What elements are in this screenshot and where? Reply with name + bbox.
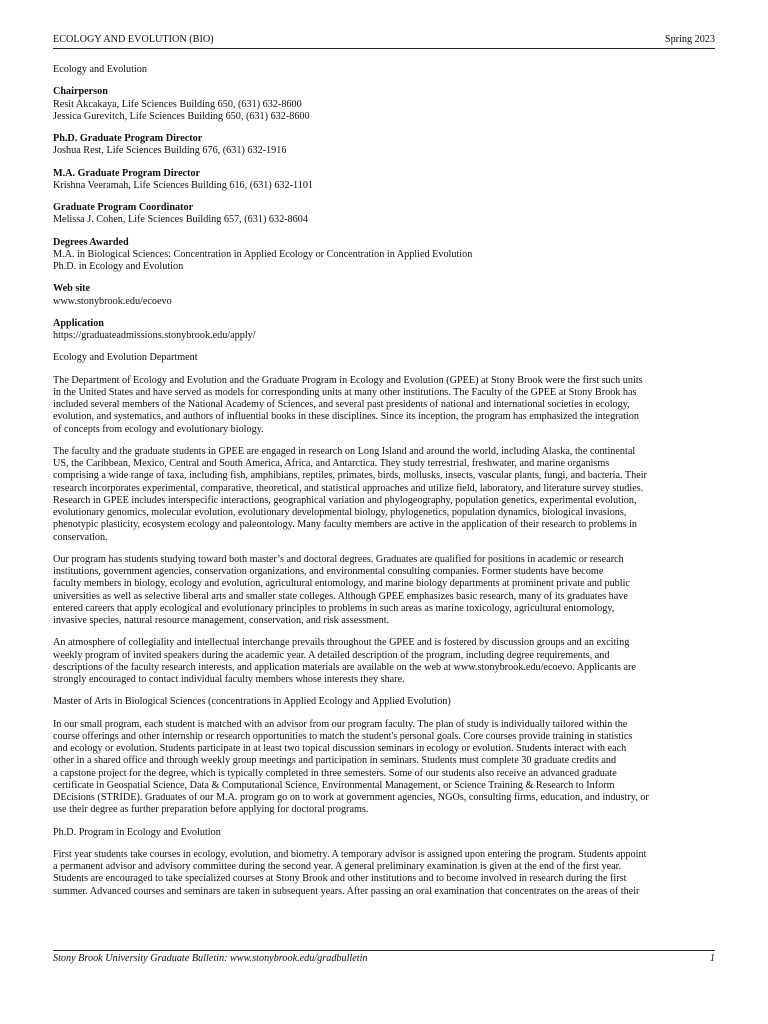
paragraph-line: course offerings and other internship or research opportunities to match the student's personal goals. Core courses provide training in statistics <box>53 730 633 742</box>
contact-line: Jessica Gurevitch, Life Sciences Building 650, (631) 632-8600 <box>53 110 310 122</box>
paragraph <box>53 554 715 628</box>
contact-heading: Graduate Program Coordinator <box>53 202 194 213</box>
page-content <box>53 49 715 898</box>
contact-block <box>53 86 715 123</box>
paragraph-line: conservation. <box>53 531 108 543</box>
paragraph-line: use their degree as further preparation before applying for doctoral programs. <box>53 804 369 816</box>
paragraph <box>53 637 715 686</box>
paragraph-line: In our small program, each student is matched with an advisor from our program faculty. The plan of study is individually tailored within the <box>53 718 628 730</box>
contact-block <box>53 168 715 193</box>
paragraph-line: faculty members in biology, ecology and evolution, agricultural entomology, and marine biology departments at prominent private and public <box>53 578 630 590</box>
contact-line: Krishna Veeramah, Life Sciences Building 616, (631) 632-1101 <box>53 179 314 191</box>
contact-heading: Ph.D. Graduate Program Director <box>53 133 203 144</box>
contact-heading: Application <box>53 317 104 329</box>
paragraph <box>53 719 715 817</box>
paragraph <box>53 849 715 898</box>
paragraph-line: of concepts from ecology and evolutionary biology. <box>53 423 264 435</box>
paragraph-line: universities as well as selective liberal arts and smaller state colleges. Although GPEE emphasizes basic research, many of its graduates have <box>53 590 628 602</box>
paragraph-line: First year students take courses in ecology, evolution, and biometry. A temporary advisor is assigned upon entering the program. Students appoint <box>53 848 647 860</box>
contact-line: Joshua Rest, Life Sciences Building 676, (631) 632-1916 <box>53 145 287 157</box>
paragraph-line: descriptions of the faculty research interests, and application materials are available on the web at www.stonybrook.edu/ecoevo. Applicants are <box>53 661 636 673</box>
contact-line: Melissa J. Cohen, Life Sciences Building 657, (631) 632-8604 <box>53 214 308 226</box>
paragraph <box>53 375 715 436</box>
paragraph-line: other in a shared office and through weekly group meetings and participation in seminars. Students must complete 30 graduate credits and <box>53 755 617 767</box>
paragraph-line: included several members of the National Academy of Sciences, and several past presidents of national and international societies in ecology, <box>53 399 630 410</box>
paragraph-line: summer. Advanced courses and seminars are taken in subsequent years. After passing an oral examination that concentrates on the areas of their <box>53 885 640 897</box>
paragraph-line: Students are encouraged to take specialized courses at Stony Brook and other institutions and to become involved in research during the first <box>53 873 627 885</box>
header-section-title: ECOLOGY AND EVOLUTION (BIO) <box>53 34 214 45</box>
contact-link[interactable]: https://graduateadmissions.stonybrook.edu/apply/ <box>53 330 256 341</box>
contact-line: Ph.D. in Ecology and Evolution <box>53 261 184 272</box>
contact-list <box>53 86 715 342</box>
paragraph-line: a permanent advisor and advisory committee during the second year. A general preliminary examination is given at the end of the first year. <box>53 861 622 872</box>
paragraph-line: institutions, government agencies, conservation organizations, and environmental consulting companies. Former students have become <box>53 566 604 577</box>
paragraph-line: and ecology or evolution. Students participate in at least two topical discussion seminars in ecology or evolution. Students interact with each <box>53 743 627 754</box>
running-header <box>53 34 715 49</box>
footer-bulletin-citation: Stony Brook University Graduate Bulletin: www.stonybrook.edu/gradbulletin <box>53 953 368 964</box>
page-number: 1 <box>709 953 715 964</box>
contact-block <box>53 237 715 274</box>
section-heading-department: Ecology and Evolution Department <box>53 352 198 364</box>
paragraph-line: DEcisions (STRIDE). Graduates of our M.A. program go on to work at government agencies, NGOs, consulting firms, education, and industry, or <box>53 792 649 803</box>
bulletin-page <box>53 34 715 966</box>
contact-line: Resit Akcakaya, Life Sciences Building 650, (631) 632-8600 <box>53 98 302 110</box>
ma-program-description <box>53 719 715 817</box>
paragraph-line: US, the Caribbean, Mexico, Central and South America, Africa, and Antarctica. They study terrestrial, freshwater, and marine organisms <box>53 458 610 469</box>
contact-line: M.A. in Biological Sciences: Concentration in Applied Ecology or Concentration in Applied Evolution <box>53 248 473 260</box>
paragraph-line: An atmosphere of collegiality and intellectual interchange prevails throughout the GPEE and is fostered by discussion groups and an exciting <box>53 637 630 649</box>
section-heading-phd: Ph.D. Program in Ecology and Evolution <box>53 826 221 838</box>
paragraph-line: strongly encouraged to contact individual faculty members whose interests they share. <box>53 674 405 685</box>
paragraph-line: The Department of Ecology and Evolution and the Graduate Program in Ecology and Evolution (GPEE) at Stony Brook were the first such units <box>53 374 643 386</box>
department-description <box>53 375 715 687</box>
paragraph <box>53 446 715 544</box>
contact-block <box>53 133 715 158</box>
paragraph-line: weekly program of invited speakers during the academic year. A detailed description of the program, including degree requirements, and <box>53 649 610 661</box>
paragraph-line: evolution, and systematics, and authors of influential books in these disciplines. Since its inception, the program has emphasized the integration <box>53 411 639 423</box>
contact-heading: Web site <box>53 283 91 295</box>
paragraph-line: in the United States and have served as models for corresponding units at many other institutions. The Faculty of the GPEE at Stony Brook has <box>53 386 637 398</box>
contact-block <box>53 202 715 227</box>
paragraph-line: Our program has students studying toward both master’s and doctoral degrees. Graduates are qualified for positions in academic or research <box>53 553 624 565</box>
paragraph-line: a capstone project for the degree, which is typically completed in three semesters. Some of our students also receive an advanced graduate <box>53 767 617 779</box>
running-footer <box>53 950 715 965</box>
paragraph-line: research incorporates experimental, comparative, theoretical, and statistical approaches and utilize field, laboratory, and literature survey studies. <box>53 482 644 494</box>
paragraph-line: certificate in Geospatial Science, Data & Computational Science, Environmental Management, or Science Training & Research to Inform <box>53 779 615 791</box>
contact-block <box>53 318 715 343</box>
contact-heading: M.A. Graduate Program Director <box>53 167 201 179</box>
contact-heading: Degrees Awarded <box>53 236 129 248</box>
phd-program-description <box>53 849 715 898</box>
paragraph-line: invasive species, natural resource management, conservation, and risk assessment. <box>53 615 390 626</box>
paragraph-line: phenotypic plasticity, ecosystem ecology and paleontology. Many faculty members are active in the application of their research to problems in <box>53 519 637 531</box>
paragraph-line: entered careers that apply ecological and evolutionary principles to problems in such areas as marine toxicology, agricultural entomology, <box>53 602 615 614</box>
paragraph-line: evolutionary genomics, molecular evolution, evolutionary developmental biology, phylogenetics, population dynamics, biological invasions, <box>53 507 627 518</box>
paragraph-line: The faculty and the graduate students in GPEE are engaged in research on Long Island and around the world, including Alaska, the continental <box>53 445 636 457</box>
document-title: Ecology and Evolution <box>53 64 147 75</box>
paragraph-line: comprising a wide range of taxa, including fish, amphibians, reptiles, primates, birds, mollusks, insects, vascular plants, fungi, and bacteria. Their <box>53 470 647 482</box>
header-term: Spring 2023 <box>664 34 715 45</box>
contact-heading: Chairperson <box>53 86 108 98</box>
paragraph-line: Research in GPEE includes interspecific interactions, geographical variation and phylogeography, population genetics, experimental evolution, <box>53 494 637 506</box>
contact-link[interactable]: www.stonybrook.edu/ecoevo <box>53 295 172 307</box>
contact-block <box>53 283 715 308</box>
section-heading-ma: Master of Arts in Biological Sciences (concentrations in Applied Ecology and Applied Evolution) <box>53 696 451 708</box>
